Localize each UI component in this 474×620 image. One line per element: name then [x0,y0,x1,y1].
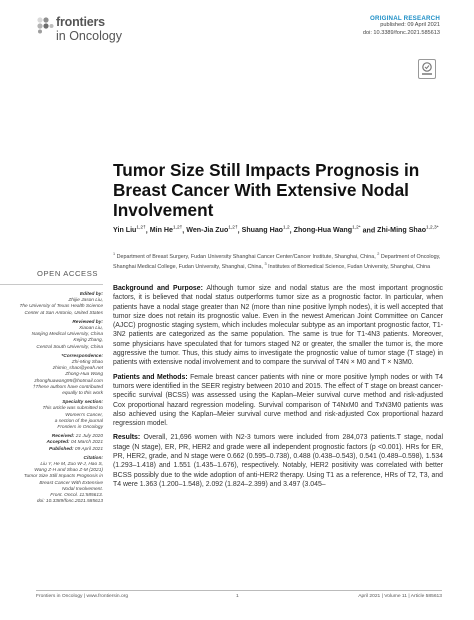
email-link[interactable]: zhimin_shao@yeah.net [52,366,103,372]
citation-doi[interactable]: doi: 10.3389/fonc.2021.585613 [36,499,103,505]
open-access-label: OPEN ACCESS [37,269,99,278]
check-for-updates-icon [419,60,435,78]
article-type: ORIGINAL RESEARCH [370,15,440,22]
doi[interactable]: doi: 10.3389/fonc.2021.585613 [362,29,440,36]
footer-divider [36,590,442,591]
dates-block: Received: 21 July 2020 Accepted: 04 March 2021 Published: 09 April 2021 [46,434,103,452]
email-link[interactable]: zhonghuawang95@hotmail.com [34,378,103,384]
abstract-methods: Patients and Methods: Female breast cancer patients with nine or more positive lymph nodes or with T4 tumors were identified in the SEER registry between 2010 and 2015. The effect of T stage on breast cancer-specific survival (BCSS) was assessed using the Kaplan–Meier survival curve method and risk-adjusted Cox proportional hazard regression modeling. Survival comparison of T4NxM0 and TxN3M0 patients was also achieved using the Kaplan–Meier survival curve method and risk-adjusted Cox proportional hazard regression model. [113,373,443,428]
article-title: Tumor Size Still Impacts Prognosis in Breast Cancer With Extensive Nodal Involvement [113,160,420,220]
author[interactable]: Zhi-Ming Shao$^{1,2,3*}$ [377,226,439,235]
abstract-results: Results: Overall, 21,696 women with N2-3 tumors were included from 284,073 patients.T stage, nodal stage (N stage), ER, PR, HER2 and grade were all independent prognostic factors (p <0.001). HRs for ER, PR, HER2, grade, and N stage were 0.662 (0.595–0.738), 0.488 (0.438–0.543), 0.541 (0.489–0.598), 1.534 (1.293–1.418) and 1.551 (1.435–1.676), respectively. Notably, HER2 positivity was correlated with better BCSS possibly due to the wide adoption of anti-HER2 therapy. Using T1 as a reference, HRs of T2, T3, and T4 were 1.363 (1.200–1.548), 2.092 (1.824–2.399) and 3.497 (3.045– [113,434,443,488]
author-list: Yin Liu$^{1,2\dagger}$, Min $He^{1,2\dagger}$, Wen-Jia Zuo$^{1,2\dagger}$, Shuang Hao$^{1,2}$, Zhong-Hua Wang$^{1,2*}$ and Zhi-Ming Shao$^{1,2,3*}$ [113,226,439,235]
article-meta [363,15,440,37]
abstract-background: Background and Purpose: Although tumor size and nodal status are the most important prognostic factors, it is believed that nodal status outperforms tumor size as a prognostic factor. In particular, when patients have a nodal stage greater than N2 (more than nine positive lymph nodes), it is well accepted that tumor size does not retain its prognostic value. Even in the newest American Joint Committee on Cancer (AJCC) prognostic staging system, which includes molecular subtype as an important prognostic factor, T1-3N2 patients are categorized as the same population. The same is true for T1-4N3 patients. Moreover, some physicians have speculated that for tumors staged N2 or greater, the smaller the tumor is, the more aggressive the tumor. Thus, this study aims to investigate the prognostic value of tumor stage (T stage) in patients with extensive nodal involvement and to compare the survival of T4N × M0 and T × N3M0. [113,285,443,367]
published-date: published: 09 April 2021 [380,22,440,29]
journal-logo[interactable] [36,14,156,54]
article-sidebar [0,284,103,509]
author[interactable]: Wen-Jia Zuo$^{1,2\dagger}$ [186,226,238,235]
footer-issue-info: April 2021 | Volume 11 | Article 585613 [358,594,442,599]
author[interactable]: Min $He^{1,2\dagger}$ [149,226,183,235]
journal-brand: frontiers [56,15,105,29]
author[interactable]: Shuang Hao$^{1,2}$ [241,226,290,235]
frontiers-logo-icon [36,16,54,34]
page-number: 1 [236,594,239,599]
footer-journal-link[interactable]: Frontiers in Oncology | www.frontiersin.org [36,594,129,599]
affiliations: $^1$ Department of Breast Surgery, Fudan University Shanghai Cancer Center/Cancer Institute, Shanghai, China, $^2$ Department of Oncology, Shanghai Medical College, Fudan University, Shanghai, China, $^3$ Institutes of Biomedical Science, Fudan University, Shanghai, China [113,252,441,270]
citation-block: Citation: Liu Y, He M, Zuo W-J, Hao S, Wang Z-H and Shao Z-M (2021) Tumor Size Still Impacts Prognosis in Breast Cancer With Extensive Nodal Involvement. Front. Oncol. 11:585613. doi: 10.3389/fonc.2021.585613 [0,456,103,506]
abstract [113,284,443,494]
author[interactable]: Yin Liu$^{1,2\dagger}$ [113,226,146,235]
journal-name: in Oncology [56,29,123,43]
author[interactable]: Zhong-Hua Wang$^{1,2*}$ [293,226,361,235]
edited-by-block: Edited by: Zhijie Jason Liu, The University of Texas Health Science Center at San Antonio, United States [19,292,103,316]
correspondence-block: *Correspondence: Zhi-Ming Shao zhimin_shao@yeah.net Zhong-Hua Wang zhonghuawang95@hotmail.com †These authors have contributed equally to this work [0,354,103,397]
reviewed-by-block: Reviewed by: Xiaoan Liu, Nanjing Medical University, China Kejing Zhang, Central South University, China [31,319,103,350]
specialty-block: Specialty section: This article was submitted to Women's Cancer, a section of the journal Frontiers in Oncology [42,400,103,431]
check-for-updates-badge[interactable] [418,59,436,79]
